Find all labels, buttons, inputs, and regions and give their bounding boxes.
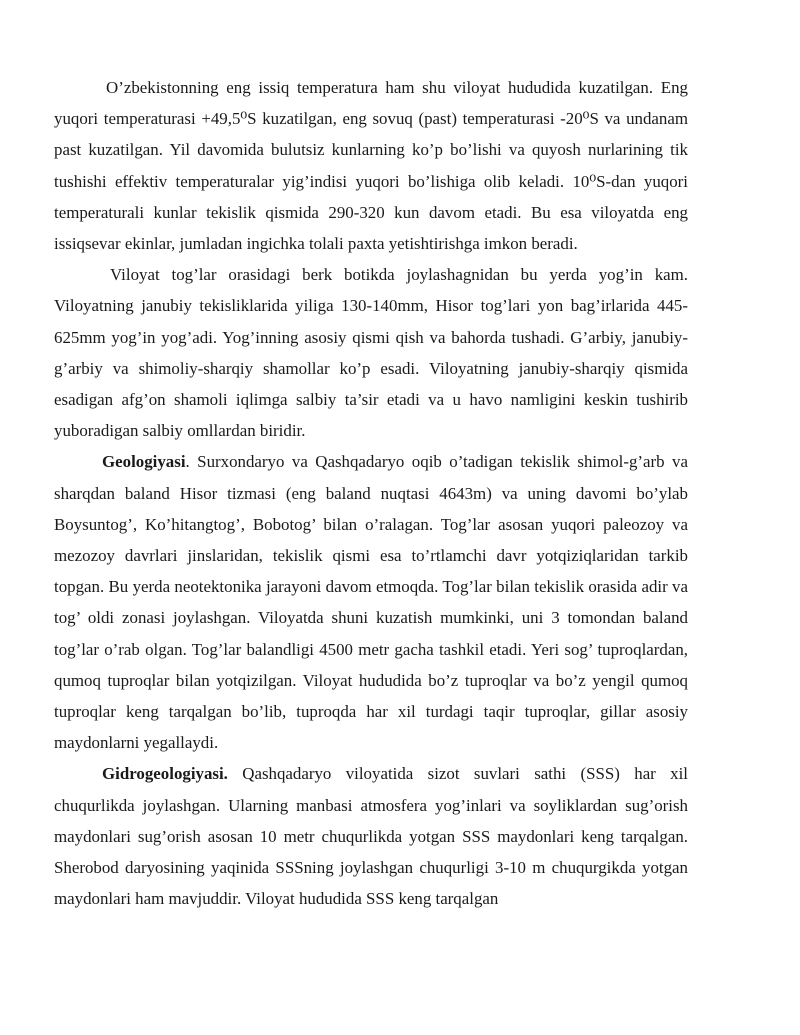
section-heading-geology: Geologiyasi bbox=[102, 452, 186, 472]
paragraph-text: O’zbekistonning eng issiq temperatura ham shu viloyat hududida kuzatilgan. Eng yuqori temperaturasi +49,5⁰S kuzatilgan, eng sovuq (past) temperaturasi -20⁰S va undanam past kuzatilgan. Yil davomida bulutsiz kunlarning ko’p bo’lishi va quyosh nurlarining tik tushishi effektiv temperaturalar yig’indisi yuqori bo’lishiga olib keladi. 10⁰S-dan yuqori temperaturali kunlar tekislik qismida 290-320 kun davom etadi. Bu esa viloyatda eng issiqsevar ekinlar, jumladan ingichka tolali paxta yetishtirishga imkon beradi. bbox=[54, 78, 688, 254]
paragraph-climate-precipitation bbox=[54, 259, 688, 446]
section-heading-hydrogeology: Gidrogeologiyasi. bbox=[102, 764, 228, 784]
paragraph-geology bbox=[54, 446, 688, 758]
document-page bbox=[54, 72, 688, 914]
paragraph-text: Viloyat tog’lar orasidagi berk botikda joylashagnidan bu yerda yog’in kam. Viloyatning janubiy tekisliklarida yiliga 130-140mm, Hisor tog’lari yon bag’irlarida 445-625mm yog’in yog’adi. Yog’inning asosiy qismi qish va bahorda tushadi. G’arbiy, janubiy-g’arbiy va shimoliy-sharqiy shamollar ko’p esadi. Viloyatning janubiy-sharqiy qismida esadigan afg’on shamoli iqlimga salbiy ta’sir etadi va u havo namligini keskin tushirib yuboradigan salbiy omllardan biridir. bbox=[54, 265, 688, 441]
paragraph-text: . Surxondaryo va Qashqadaryo oqib o’tadigan tekislik shimol-g’arb va sharqdan baland Hisor tizmasi (eng baland nuqtasi 4643m) va uning davomi bo’ylab Boysuntog’, Ko’hitangtog’, Bobotog’ bilan o’ralagan. Tog’lar asosan yuqori paleozoy va mezozoy davrlari jinslaridan, tekislik qismi esa to’rtlamchi davr yotqiziqlaridan tarkib topgan. Bu yerda neotektonika jarayoni davom etmoqda. Tog’lar bilan tekislik orasida adir va tog’ oldi zonasi joylashgan. Viloyatda shuni kuzatish mumkinki, uni 3 tomondan baland tog’lar o’rab olgan. Tog’lar balandligi 4500 metr gacha tashkil etadi. Yeri sog’ tuproqlardan, qumoq tuproqlar bilan yotqizilgan. Viloyat hududida bo’z tuproqlar va bo’z yengil qumoq tuproqlar keng tarqalgan bo’lib, tuproqda har xil turdagi taqir tuproqlar, gillar asosiy maydonlarni yegallaydi. bbox=[54, 452, 688, 753]
paragraph-climate-temperature bbox=[54, 72, 688, 259]
paragraph-text: Qashqadaryo viloyatida sizot suvlari sathi (SSS) har xil chuqurlikda joylashgan. Ularning manbasi atmosfera yog’inlari va soyliklardan sug’orish maydonlari sug’orish asosan 10 metr chuqurlikda yotgan SSS maydonlari keng tarqalgan. Sherobod daryosining yaqinida SSSning joylashgan chuqurligi 3-10 m chuqurgikda yotgan maydonlari ham mavjuddir. Viloyat hududida SSS keng tarqalgan bbox=[54, 764, 688, 909]
paragraph-hydrogeology bbox=[54, 758, 688, 914]
